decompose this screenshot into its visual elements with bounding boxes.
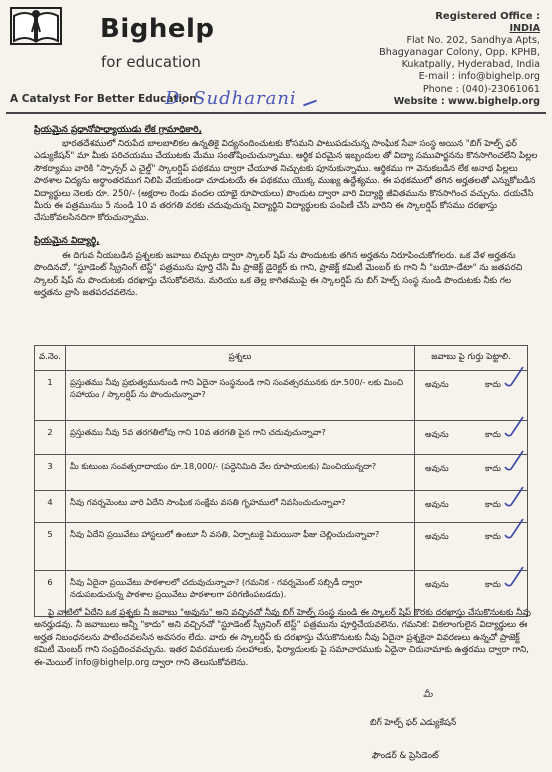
brand-subtitle: for education: [101, 53, 201, 71]
yes-option[interactable]: అవును: [425, 579, 449, 589]
para-line: అర్హతలతో ఎన్నుకోబడిన విద్యార్థులు నెలకు రూ. 250/- (అక్షరాల రెండు వందల యాభై రూపాయలు) పొందుట ద్వారా వారి విద్యార్థి జీవితమును: [34, 176, 536, 199]
checkmark-icon: [503, 415, 525, 439]
salutation-student: ప్రియమైన విద్యార్థి,: [34, 236, 100, 246]
col-question-header: ప్రశ్నలు: [66, 346, 415, 371]
para-line: భారతదేశములో నిరుపేద బాలబాలికల ఉన్నతికై విద్యనందించుటకు కోసమని పాటుపడుచున్న సాంఘిక సేవా సంస్థ అయిన "బిగ్ హెల్ప్: [62, 139, 503, 149]
para-line: గమనిక: వికలాంగులైన విద్యార్థులు ఈ అర్హత నిబంధనలను పాటించవలసిన అవసరం లేదు. వారు ఈ స్కాలర్షిప్ కు దరఖాస్తు: [34, 620, 528, 643]
row-number: 1: [35, 371, 66, 421]
answer-cell[interactable]: [415, 523, 528, 571]
para-line: చేసుకొనుటకు నీవు అనర్హుడవు. నీ జవాబులు అన్నీ "కాదు" అని వచ్చినచో "స్టూడెంట్ స్క్రీనింగ్ టెస్ట్" పత్రమును పూర్తిచేయవలెను.: [34, 608, 531, 631]
organization-signature: బిగ్ హెల్ప్ ఫర్ ఎడ్యుకేషన్: [370, 718, 457, 728]
no-option[interactable]: కాదు: [485, 531, 501, 541]
closing-mark: మీ: [423, 690, 433, 700]
registered-office: [379, 11, 540, 108]
checkmark-icon: [503, 517, 525, 541]
yes-option[interactable]: అవును: [425, 463, 449, 473]
eligibility-table: [34, 345, 528, 617]
no-option[interactable]: కాదు: [485, 463, 501, 473]
row-number: 5: [35, 523, 66, 571]
para-line: అర్హతను పొందినచో, "స్టూడెంట్ స్క్రీనింగ్ టెస్ట్" పత్రమును పూర్తి చేసి మీ ప్రాజెక్ట్ డైరెక్టర్ కు గాని, ప్రాజెక్ట్ కమిటీ మెంబర్ కు గాని నీ: [34, 251, 516, 274]
office-phone: Phone : (040)-23061061: [422, 83, 540, 95]
instructions-paragraph: [34, 607, 538, 669]
row-number: 2: [35, 421, 66, 455]
student-paragraph: [34, 250, 538, 300]
para-line: సంస్థ నుండి పొందుటకు నీకు గల అర్హతను వ్రాసి జతపరచవలెను.: [34, 275, 512, 299]
office-line: Kukatpally, Hyderabad, India: [401, 59, 540, 71]
row-number: 6: [35, 571, 66, 617]
para-line: ఇతర వివరములకు సలహాలకు, ఫిర్యాదులకు పై సమాచారముకు ఏదైనా చిరునామాకు ఉత్తరము ద్వారా గాని, ఈ-మెయిల్ info@bighelp.org: [34, 645, 529, 668]
para-line: చేసుకొనుటకు నీవు ఏదైనా ప్రశ్నకైనా వివరణలు ఉన్నచో ప్రాజెక్ట్ కమిటీ మెంబర్ గాని సంప్రదించవచ్చును.: [34, 632, 520, 656]
no-option[interactable]: కాదు: [485, 579, 501, 589]
question-text: నీవు గవర్నమెంటు వారి ఏదేని సాంఘిక సంక్షేమ వసతి గృహములో నివసించుచున్నావా?: [66, 491, 415, 523]
question-text: నీవు ఏదేని ప్రయివేటు హాస్టలులో ఉంటూ నీ వసతి, ఏర్పాటుకై ఏమయినా ఫీజు చెల్లించుచున్నావా?: [66, 523, 415, 571]
no-option[interactable]: కాదు: [485, 429, 501, 439]
checkmark-icon: [503, 485, 525, 509]
tagline: A Catalyst For Better Education: [10, 93, 197, 105]
handwritten-name: [165, 88, 317, 109]
question-text: మీ కుటుంబ సంవత్సరాదాయం రూ.18,000/- (పద్దెనిమిది వేల రూపాయలకు) మించియున్నదా?: [66, 455, 415, 491]
checkmark-icon: [503, 365, 525, 389]
handwritten-name-text: D. Sudharani: [165, 88, 304, 109]
question-text: ప్రస్తుతము నీవు 5వ తరగతిలోపు గాని 10వ తరగతి పైన గాని చదువుచున్నావా?: [66, 421, 415, 455]
office-line: Bhagyanagar Colony, Opp. KPHB,: [379, 47, 540, 59]
table-row: [35, 371, 528, 421]
header-divider: [6, 112, 546, 114]
col-number-header: వ.నెం.: [35, 346, 66, 371]
row-number: 3: [35, 455, 66, 491]
book-logo-icon: [10, 6, 62, 46]
table-row: [35, 421, 528, 455]
para-line: కొనసాగించ వచ్చును. దయచేసి మీరు ఈ పత్రమునుు 5 నుండి 10 వ తరగతి వరకు చదువుచున్న విద్యార్థిని విద్యార్థులకు పంపిణీ చేసి వారిని ఈ: [34, 188, 534, 212]
para-line: ద్వారా గాని తెలుసుకోవలెను.: [152, 657, 249, 668]
para-line: అనాథ పిల్లలు పాఠశాల విద్యను అర్ధాంతరముగ నిలిపి వేయకుండా చూడుటయే ఈ పథకము యొక్క ముఖ్య ఉద్దేశ్యము. ఈ పథకములో తగిన: [34, 163, 518, 187]
scribble-mark: [304, 100, 318, 107]
col-answer-header: జవాబు పై గుర్తు పెట్టాలి.: [415, 346, 528, 371]
brand-name: Bighelp: [100, 14, 215, 44]
para-line: పిల్లల సౌకర్యాము వారికి "స్పాన్సర్ ఎ చైల్డ్" స్కాలర్షిప్ పథకము ద్వారా చేయూత నిచ్చుటకు పూనుకున్నాము. ఆర్థికము గా వెనుకబడిన లేక: [34, 151, 538, 174]
table-row: [35, 491, 528, 523]
office-title: Registered Office :: [435, 11, 540, 22]
para-line: ఈ దిగువ నీయబడిన ప్రశ్నలకు జవాబు లిచ్చుట ద్వారా స్కాలర్ షిప్ ను పొందుటకు తగిన అర్హతను నిరూపించుకోగలరు. ఒక వేళ: [62, 251, 485, 261]
para-line: "బయో-డేటా" ను జతపరచి స్కాలర్ షిప్ ను పొందుటకు దరఖాస్తు చేసుకోవలెను. మరియు ఒక తెల్ల కాగితముపై ఈ స్కాలర్షిప్ ను బిగ్ హెల్ప్: [34, 263, 523, 286]
salutation-headmaster: ప్రియమైన ప్రధానోపాధ్యాయుడు లేక గ్రామాధికారి,: [34, 125, 203, 135]
para-line: ఫర్ ఎడ్యుకేషన్" మా మీకు పరిచయము చేయుటకు మేము సంతోషించుచున్నాము. ఆర్ధిక పరమైన ఇబ్బందుల తో విద్యా సముపార్జనను కొనసాగించలేని: [34, 139, 517, 162]
office-country: INDIA: [509, 23, 540, 35]
table-row: [35, 523, 528, 571]
checkmark-icon: [503, 449, 525, 473]
office-website: Website : www.bighelp.org: [393, 95, 540, 107]
yes-option[interactable]: అవును: [425, 429, 449, 439]
yes-option[interactable]: అవును: [425, 499, 449, 509]
checkmark-icon: [503, 565, 525, 589]
table-row: [35, 455, 528, 491]
para-line: పై వాటిలో ఏదేని ఒక ప్రశ్నకు నీ జవాబు "అవును" అని వచ్చినచో నీవు బిగ్ హెల్ప్ సంస్థ నుండి ఈ స్కాలర్ షిప్ కొరకు దరఖాస్తు: [48, 608, 466, 618]
yes-option[interactable]: అవును: [425, 379, 449, 389]
founder-title: ఫౌండర్ & ప్రెసిడెంట్: [372, 751, 439, 761]
yes-option[interactable]: అవును: [425, 531, 449, 541]
row-number: 4: [35, 491, 66, 523]
no-option[interactable]: కాదు: [485, 379, 501, 389]
no-option[interactable]: కాదు: [485, 499, 501, 509]
question-text: ప్రస్తుతము నీవు ప్రభుత్వమునుండి గాని ఏదైనా సంస్థనుండి గాని సంవత్సరమునకు రూ.500/- లకు మించి సహాయం / స్కాలర్షిప్ ను పొందుచున్నావా?: [66, 371, 415, 421]
answer-cell[interactable]: [415, 371, 528, 421]
intro-paragraph: [34, 138, 538, 225]
office-line: Flat No. 202, Sandhya Apts,: [406, 35, 540, 47]
table-header-row: [35, 346, 528, 371]
question-text: నీవు ఏదైనా ప్రయివేటు పాఠశాలలో చదువుచున్నావా? (గమనిక - గవర్నమెంట్ సబ్సిడీ ద్వారా నడుపబడుచున్న పాఠశాల ప్రయివేటు పాఠశాలగా పరిగణింపబడదు).: [66, 571, 415, 617]
office-email: E-mail : info@bighelp.org: [418, 71, 540, 83]
para-line: స్కాలర్షిప్ కోసము దరఖాస్తు చేసుకోవలసినదిగా కోరుచున్నాము.: [34, 201, 498, 224]
